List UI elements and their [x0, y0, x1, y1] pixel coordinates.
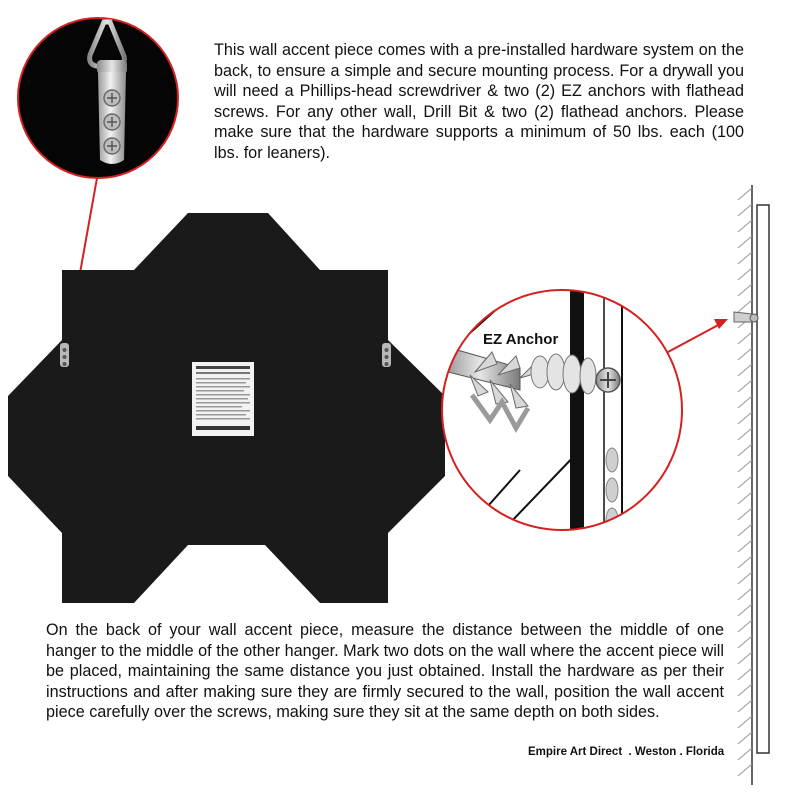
wall-side-view	[734, 185, 769, 785]
mounting-instructions: On the back of your wall accent piece, measure the distance between the middle of one hanger to the middle of the other hanger. Mark two dots on the wall where the accent piece will be placed, maintaining the same distance you just obtained. Install the hardware as per their instructions and after making sure they are firmly secured to the wall, position the wall accent piece carefully over the screws, making sure they sit at the same depth on both sides.	[46, 621, 724, 722]
left-hanger-icon	[60, 343, 69, 367]
wall-anchor-icon	[734, 312, 758, 322]
ez-anchor-label: EZ Anchor	[483, 331, 559, 348]
footer-credit: Empire Art Direct . Weston . Florida	[528, 746, 725, 758]
product-label-sticker	[192, 362, 254, 436]
intro-text: This wall accent piece comes with a pre-installed hardware system on the back, to ensure a simple and secure mounting process. For a drywall you will need a Phillips-head screwdriver & two (2) EZ anchors with flathead screws. For any other wall, Drill Bit & two (2) flathead anchors. Please make sure that the hardware supports a minimum of 50 lbs. each (100 lbs. for leaners).	[214, 41, 744, 162]
right-hanger-icon	[382, 343, 391, 367]
anchor-callout-line	[668, 323, 722, 352]
anchor-zoom-circle	[440, 260, 706, 580]
anchor-callout-arrowhead	[714, 319, 728, 329]
hanger-zoom-circle	[18, 18, 178, 178]
